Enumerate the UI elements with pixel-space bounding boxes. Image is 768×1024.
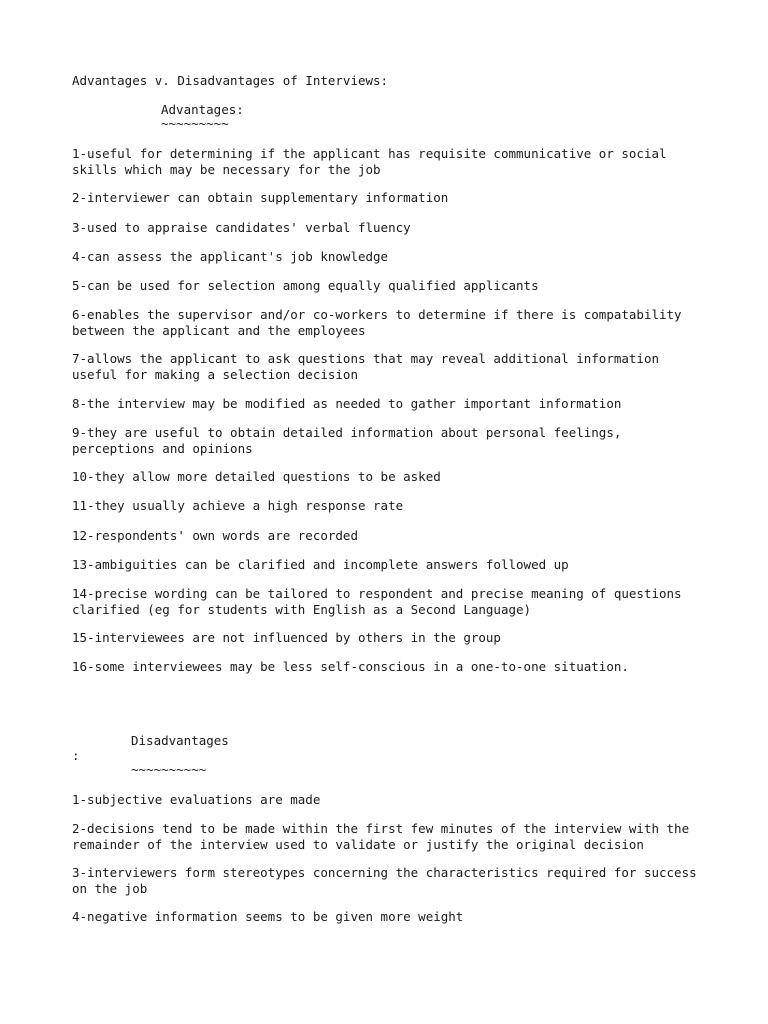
- advantage-item: 1-useful for determining if the applicant has requisite communicative or social skills which may be necessary for the job: [72, 146, 667, 177]
- advantage-item: 3-used to appraise candidates' verbal fluency: [72, 220, 411, 235]
- advantages-underline: ~~~~~~~~~: [161, 116, 229, 131]
- advantage-item: 6-enables the supervisor and/or co-workers to determine if there is compatability between the applicant and the employees: [72, 307, 682, 338]
- disadvantages-underline: ~~~~~~~~~~: [131, 762, 207, 777]
- advantage-item: 14-precise wording can be tailored to respondent and precise meaning of questions clarified (eg for students with English as a Second Language): [72, 586, 682, 617]
- advantage-item: 7-allows the applicant to ask questions that may reveal additional information useful for making a selection decision: [72, 351, 659, 382]
- advantage-item: 13-ambiguities can be clarified and incomplete answers followed up: [72, 557, 569, 572]
- disadvantage-item: 3-interviewers form stereotypes concerning the characteristics required for success on the job: [72, 865, 697, 896]
- document-title: Advantages v. Disadvantages of Interviews:: [72, 73, 389, 88]
- advantage-item: 9-they are useful to obtain detailed information about personal feelings, perceptions and opinions: [72, 425, 622, 456]
- advantage-item: 2-interviewer can obtain supplementary information: [72, 190, 449, 205]
- advantage-item: 11-they usually achieve a high response rate: [72, 498, 404, 513]
- advantage-item: 4-can assess the applicant's job knowledge: [72, 249, 389, 264]
- disadvantages-heading: Disadvantages: [131, 733, 229, 748]
- disadvantages-colon: :: [72, 748, 80, 763]
- advantages-heading: Advantages:: [161, 102, 244, 117]
- disadvantage-item: 1-subjective evaluations are made: [72, 792, 321, 807]
- advantage-item: 16-some interviewees may be less self-conscious in a one-to-one situation.: [72, 659, 629, 674]
- advantage-item: 8-the interview may be modified as needed to gather important information: [72, 396, 622, 411]
- advantage-item: 12-respondents' own words are recorded: [72, 528, 358, 543]
- advantage-item: 10-they allow more detailed questions to be asked: [72, 469, 441, 484]
- advantage-item: 15-interviewees are not influenced by others in the group: [72, 630, 501, 645]
- advantage-item: 5-can be used for selection among equally qualified applicants: [72, 278, 539, 293]
- disadvantage-item: 4-negative information seems to be given more weight: [72, 909, 464, 924]
- disadvantage-item: 2-decisions tend to be made within the first few minutes of the interview with the remainder of the interview used to validate or justify the original decision: [72, 821, 690, 852]
